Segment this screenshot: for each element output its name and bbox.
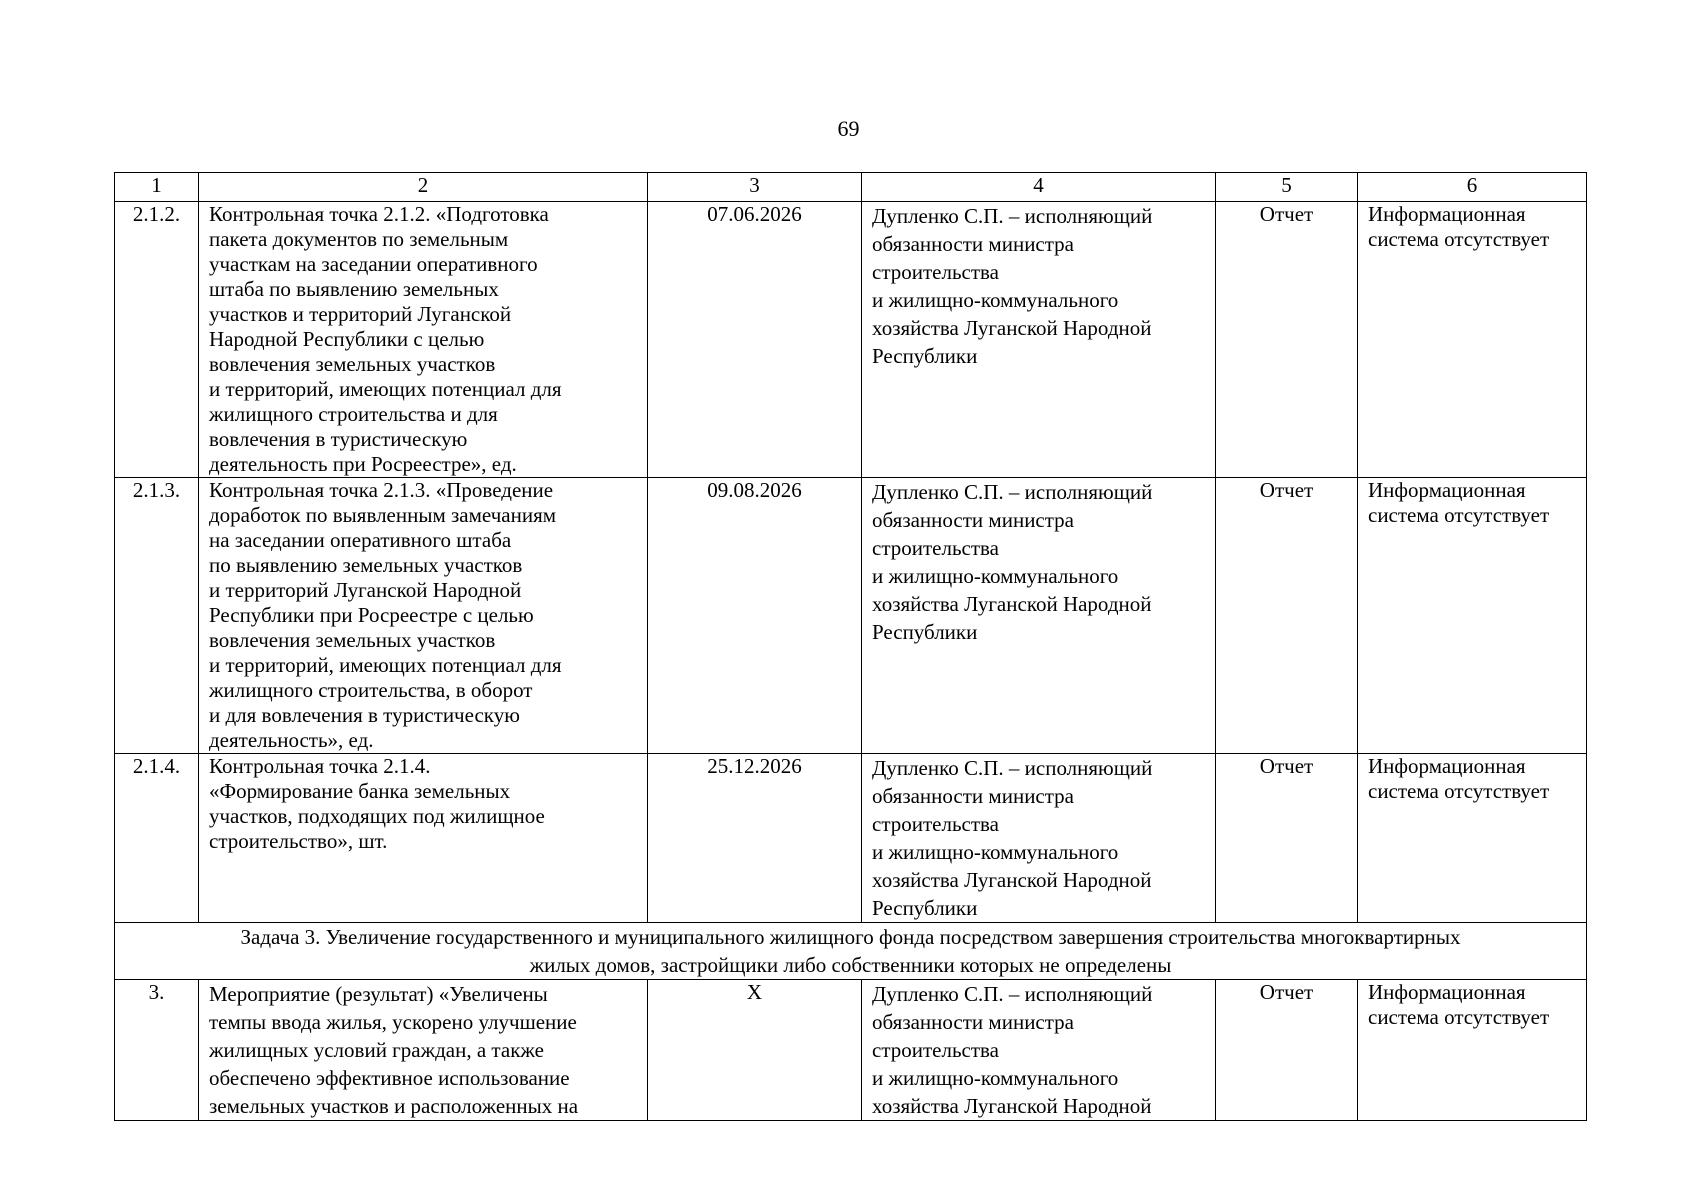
- row-number: 2.1.2.: [115, 202, 199, 478]
- text-line: Контрольная точка 2.1.3. «Проведение: [209, 478, 554, 502]
- row-description: [199, 478, 648, 754]
- header-row: [115, 173, 1587, 202]
- text-line: обязанности министра: [872, 784, 1075, 808]
- column-header: 1: [115, 173, 199, 202]
- row-date: 09.08.2026: [648, 478, 862, 754]
- row-number: 3.: [115, 980, 199, 1121]
- row-report-form: Отчет: [1216, 202, 1358, 478]
- plan-table: [114, 172, 1587, 1121]
- text-line: и жилищно-коммунального: [872, 564, 1119, 588]
- text-line: земельных участков и расположенных на: [209, 1094, 579, 1118]
- text-line: деятельность при Росреестре», ед.: [209, 452, 517, 476]
- text-line: обеспечено эффективное использование: [209, 1066, 570, 1090]
- column-header: 5: [1216, 173, 1358, 202]
- task-heading: [115, 923, 1587, 980]
- row-description: [199, 980, 648, 1121]
- row-date: 25.12.2026: [648, 754, 862, 923]
- text-line: участкам на заседании оперативного: [209, 252, 538, 276]
- text-line: система отсутствует: [1368, 227, 1550, 251]
- text-line: «Формирование банка земельных: [209, 779, 511, 803]
- row-info-system: [1358, 202, 1587, 478]
- text-line: Дупленко С.П. – исполняющий: [872, 982, 1153, 1006]
- text-line: Дупленко С.П. – исполняющий: [872, 480, 1153, 504]
- text-line: участков, подходящих под жилищное: [209, 804, 545, 828]
- text-line: Республики: [872, 896, 978, 920]
- text-line: вовлечения земельных участков: [209, 352, 496, 376]
- text-line: жилищного строительства и для: [209, 402, 498, 426]
- row-info-system: [1358, 980, 1587, 1121]
- text-line: обязанности министра: [872, 1010, 1075, 1034]
- text-line: Республики: [872, 344, 978, 368]
- row-date: Х: [648, 980, 862, 1121]
- column-header: 4: [862, 173, 1216, 202]
- text-line: обязанности министра: [872, 232, 1075, 256]
- text-line: и жилищно-коммунального: [872, 288, 1119, 312]
- text-line: и жилищно-коммунального: [872, 840, 1119, 864]
- column-header: 2: [199, 173, 648, 202]
- row-report-form: Отчет: [1216, 980, 1358, 1121]
- task-row: [115, 923, 1587, 980]
- text-line: Контрольная точка 2.1.2. «Подготовка: [209, 202, 549, 226]
- text-line: деятельность», ед.: [209, 728, 374, 752]
- text-line: Информационная: [1368, 754, 1526, 778]
- text-line: система отсутствует: [1368, 1005, 1550, 1029]
- text-line: жилищного строительства, в оборот: [209, 678, 533, 702]
- row-report-form: Отчет: [1216, 754, 1358, 923]
- row-number: 2.1.3.: [115, 478, 199, 754]
- row-date: 07.06.2026: [648, 202, 862, 478]
- table-row: [115, 980, 1587, 1121]
- text-line: хозяйства Луганской Народной: [872, 592, 1152, 616]
- text-line: Задача 3. Увеличение государственного и муниципального жилищного фонда посредством завершения строительства многоквартирных: [240, 925, 1461, 949]
- text-line: хозяйства Луганской Народной: [872, 868, 1152, 892]
- row-responsible: [862, 202, 1216, 478]
- text-line: и территорий Луганской Народной: [209, 578, 522, 602]
- text-line: строительства: [872, 536, 1000, 560]
- text-line: Мероприятие (результат) «Увеличены: [209, 982, 548, 1006]
- table-row: [115, 202, 1587, 478]
- text-line: и жилищно-коммунального: [872, 1066, 1119, 1090]
- text-line: участков и территорий Луганской: [209, 302, 512, 326]
- text-line: пакета документов по земельным: [209, 227, 509, 251]
- text-line: Республики при Росреестре с целью: [209, 603, 534, 627]
- text-line: и территорий, имеющих потенциал для: [209, 653, 562, 677]
- text-line: обязанности министра: [872, 508, 1075, 532]
- text-line: строительства: [872, 1038, 1000, 1062]
- text-line: темпы ввода жилья, ускорено улучшение: [209, 1010, 577, 1034]
- text-line: Дупленко С.П. – исполняющий: [872, 756, 1153, 780]
- row-info-system: [1358, 754, 1587, 923]
- text-line: на заседании оперативного штаба: [209, 528, 512, 552]
- text-line: строительство», шт.: [209, 829, 388, 853]
- text-line: Контрольная точка 2.1.4.: [209, 754, 431, 778]
- text-line: Республики: [872, 620, 978, 644]
- table-row: [115, 754, 1587, 923]
- text-line: Информационная: [1368, 478, 1526, 502]
- text-line: Информационная: [1368, 980, 1526, 1004]
- text-line: строительства: [872, 260, 1000, 284]
- text-line: по выявлению земельных участков: [209, 553, 523, 577]
- column-header: 3: [648, 173, 862, 202]
- row-responsible: [862, 754, 1216, 923]
- row-description: [199, 754, 648, 923]
- text-line: Информационная: [1368, 202, 1526, 226]
- row-responsible: [862, 478, 1216, 754]
- text-line: штаба по выявлению земельных: [209, 277, 499, 301]
- text-line: и для вовлечения в туристическую: [209, 703, 520, 727]
- text-line: строительства: [872, 812, 1000, 836]
- text-line: хозяйства Луганской Народной: [872, 1094, 1152, 1118]
- table-row: [115, 478, 1587, 754]
- column-header: 6: [1358, 173, 1587, 202]
- row-report-form: Отчет: [1216, 478, 1358, 754]
- row-info-system: [1358, 478, 1587, 754]
- row-responsible: [862, 980, 1216, 1121]
- text-line: система отсутствует: [1368, 503, 1550, 527]
- text-line: система отсутствует: [1368, 779, 1550, 803]
- text-line: Народной Республики с целью: [209, 327, 485, 351]
- text-line: жилищных условий граждан, а также: [209, 1038, 544, 1062]
- text-line: доработок по выявленным замечаниям: [209, 503, 557, 527]
- text-line: Дупленко С.П. – исполняющий: [872, 204, 1153, 228]
- row-description: [199, 202, 648, 478]
- text-line: вовлечения земельных участков: [209, 628, 496, 652]
- text-line: и территорий, имеющих потенциал для: [209, 377, 562, 401]
- text-line: жилых домов, застройщики либо собственники которых не определены: [529, 953, 1172, 977]
- row-number: 2.1.4.: [115, 754, 199, 923]
- text-line: вовлечения в туристическую: [209, 427, 468, 451]
- text-line: хозяйства Луганской Народной: [872, 316, 1152, 340]
- page-number: 69: [837, 116, 860, 141]
